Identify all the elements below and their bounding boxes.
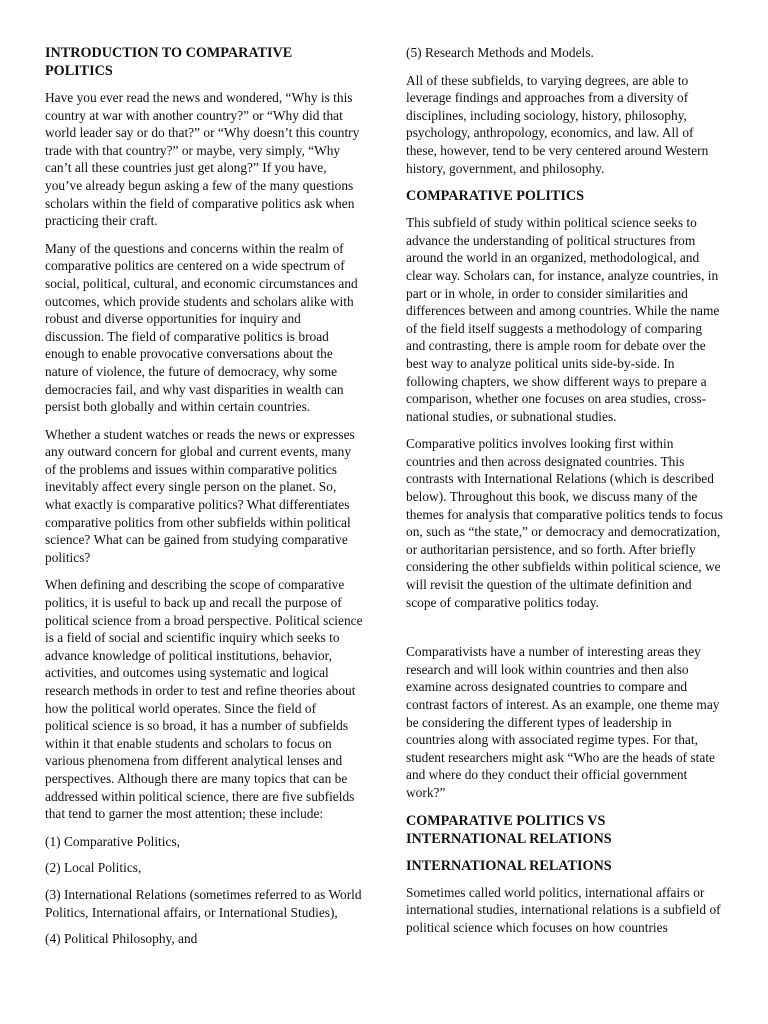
right-column	[406, 44, 724, 946]
section-heading-introduction: INTRODUCTION TO COMPARATIVE POLITICS	[45, 45, 293, 79]
paragraph: When defining and describing the scope of comparative politics, it is useful to back up and recall the purpose of political science from a broad perspective. Political science is a field of social and scientific inquiry which seeks to advance knowledge of political institutions, behavior, activities, and outcomes using systematic and logical research methods in order to test and refine theories about how the political world operates. Since the field of political science is so broad, it has a number of subfields within it that enable students and scholars to focus on various phenomena from different analytical lenses and perspectives. Although there are many topics that can be addressed within political science, there are five subfields that tend to garner the most attention; these include:	[45, 577, 363, 822]
section-heading-cp-vs-ir: COMPARATIVE POLITICS VS INTERNATIONAL RELATIONS	[406, 812, 612, 847]
paragraph: This subfield of study within political science seeks to advance the understanding of political structures from around the world in an organized, methodological, and clear way. Scholars can, for instance, analyze countries, in part or in whole, in order to consider similarities and differences between and among countries. While the name of the field itself suggests a methodology of comparing and contrasting, there is ample room for debate over the best way to analyze political units side-by-side. In following chapters, we show different ways to prepare a comparison, whether one focuses on area studies, cross-national studies, or subnational studies.	[406, 215, 720, 424]
paragraph: Comparativists have a number of interesting areas they research and will look within countries and then also examine across designated countries to compare and contrast factors of interest. As an example, one theme may be considering the different types of leadership in countries along with associated regime types. For that, student researchers might ask “Who are the heads of state and where do they conduct their official government work?”	[406, 644, 720, 800]
list-item: (2) Local Politics,	[45, 860, 142, 876]
paragraph: Many of the questions and concerns within the realm of comparative politics are centered on a wide spectrum of social, political, cultural, and economic circumstances and outcomes, which provide students and scholars alike with robust and diverse opportunities for inquiry and discussion. The field of comparative politics is broad enough to enable provocative conversations about the nature of violence, the future of democracy, why some democracies fail, and why vast disparities in wealth can persist both globally and within certain countries.	[45, 240, 358, 415]
list-item: (5) Research Methods and Models.	[406, 45, 594, 60]
section-heading-comparative-politics: COMPARATIVE POLITICS	[406, 188, 585, 205]
section-heading-international-relations: INTERNATIONAL RELATIONS	[406, 857, 612, 874]
list-item: (3) International Relations (sometimes referred to as World Politics, International affairs, or International Studies),	[45, 886, 362, 920]
blank-gap	[406, 621, 724, 643]
left-column	[45, 44, 363, 957]
list-item: (4) Political Philosophy, and	[45, 931, 198, 947]
paragraph: All of these subfields, to varying degrees, are able to leverage findings and approaches from a diversity of disciplines, including sociology, history, philosophy, psychology, anthropology, economics, and law. All of these, however, tend to be very centered around Western history, government, and philosophy.	[406, 72, 709, 176]
paragraph: Comparative politics involves looking first within countries and then across designated countries. This contrasts with International Relations (which is described below). Throughout this book, we discuss many of the themes for analysis that comparative politics tends to focus on, such as “the state,” or democracy and democratization, or authoritarian persistence, and so forth. After briefly considering the other subfields within political science, we will revisit the question of the ultimate definition and scope of comparative politics today.	[406, 436, 723, 610]
paragraph: Sometimes called world politics, international affairs or international studies, international relations is a subfield of political science which focuses on how countries	[406, 884, 721, 935]
paragraph: Have you ever read the news and wondered, “Why is this country at war with another country?” or “Why did that world leader say or do that?” or “Why doesn’t this country trade with that country?” or maybe, very simply, “Why can’t all these countries just get along?” If you have, you’ve already begun asking a few of the many questions scholars within the field of comparative politics ask when practicing their craft.	[45, 90, 360, 229]
list-item: (1) Comparative Politics,	[45, 833, 180, 849]
paragraph: Whether a student watches or reads the news or expresses any outward concern for global and current events, many of the problems and issues within comparative politics inevitably affect every single person on the planet. So, what exactly is comparative politics? What differentiates comparative politics from other subfields within political science? What can be gained from studying comparative politics?	[45, 426, 355, 565]
